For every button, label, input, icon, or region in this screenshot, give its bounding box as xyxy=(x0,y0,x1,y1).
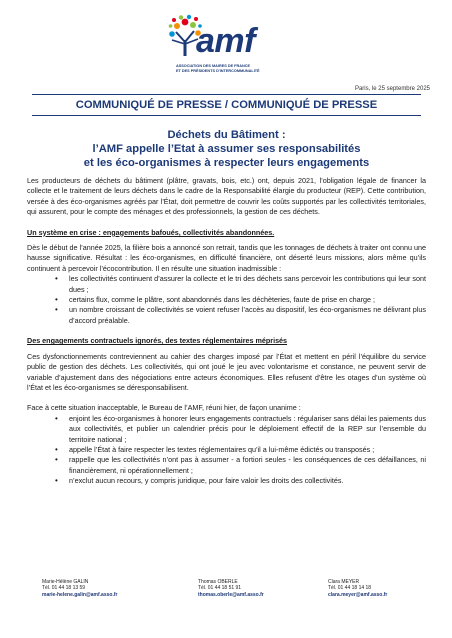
list-item xyxy=(57,445,426,455)
section-heading: Un système en crise : engagements bafoués, collectivités abandonnées. xyxy=(27,227,275,237)
release-date: Paris, le 25 septembre 2025 xyxy=(354,86,430,92)
bullet-icon: • xyxy=(55,455,58,465)
bullet-icon: • xyxy=(55,413,58,423)
list-item-text: n’exclut aucun recours, y compris juridique, pour faire valoir les droits des collectivités. xyxy=(69,476,344,486)
contact-email-link[interactable]: clara.meyer@amf.asso.fr xyxy=(328,591,388,598)
title-line: Déchets du Bâtiment : xyxy=(167,129,286,141)
contact-card xyxy=(198,579,264,598)
contact-phone: Tél. 01 44 18 51 91 xyxy=(198,585,242,592)
list-item-text: les collectivités continuent d’assurer la collecte et le tri des déchets sans percevoir les contributions qui leur sont dues ; xyxy=(69,274,426,294)
list-item-text: certains flux, comme le plâtre, sont abandonnés dans les déchèteries, faute de prise en charge ; xyxy=(69,295,376,305)
section-paragraph: Ces dysfonctionnements contreviennent au cahier des charges imposé par l’État et mettent en péril l’équilibre du service public de gestion des déchets. Les collectivités, qui ont joué le jeu avec volontarisme et constance, ne peuvent servir de variable d’ajustement dans des négociations entre acteurs économiques. Elles refusent d’être les otages d’un système où l’État et les éco-organismes se déresponsabilisent. xyxy=(27,351,426,392)
list-item xyxy=(57,455,426,476)
logo-subtitle-line: ASSOCIATION DES MAIRES DE FRANCE xyxy=(176,64,250,68)
list-item-text: rappelle que les collectivités n’ont pas à assumer - a fortiori seules - les conséquences de ces défaillances, ni financièrement, ni opérationnellement ; xyxy=(69,455,426,475)
bullet-icon: • xyxy=(55,476,58,486)
list-item-text: enjoint les éco-organismes à honorer leurs engagements contractuels : régulariser sans délai les paiements dus aux collectivités, et publier un calendrier précis pour le déploiement effectif de la REP sur l’ensemble du territoire national ; xyxy=(69,413,426,444)
contact-email-link[interactable]: marie-helene.galin@amf.asso.fr xyxy=(42,591,118,598)
contact-phone: Tél. 01 44 18 13 59 xyxy=(42,585,86,592)
intro-paragraph: Les producteurs de déchets du bâtiment (plâtre, gravats, bois, etc.) ont, depuis 2021, l’obligation légale de financer la collecte et le traitement de leurs déchets dans le cadre de la Responsabilité élargie du producteur (REP). Cette contribution, versée à des éco-organismes agréés par l’État, doit permettre de couvrir les coûts supportés par les collectivités territoriales, qui assurent, pour le compte des ménages et des professionnels, la gestion de ces déchets. xyxy=(27,176,426,217)
bullet-icon: • xyxy=(55,444,58,454)
section-heading: Des engagements contractuels ignorés, des textes réglementaires méprisés xyxy=(27,336,288,346)
bullet-icon: • xyxy=(55,274,58,284)
contact-email-link[interactable]: thomas.oberle@amf.asso.fr xyxy=(198,591,264,598)
list-item xyxy=(57,414,426,445)
contact-phone: Tél. 01 44 18 14 18 xyxy=(328,585,372,592)
list-item-text: appelle l’État à faire respecter les textes réglementaires qu’il a lui-même édictés ou transposés ; xyxy=(69,444,375,454)
logo-wordmark: amf xyxy=(196,22,255,60)
logo-subtitle-line: ET DES PRÉSIDENTS D'INTERCOMMUNALITÉ xyxy=(176,69,260,73)
page-title xyxy=(30,128,423,170)
banner-text: COMMUNIQUÉ DE PRESSE / COMMUNIQUÉ DE PRESSE xyxy=(75,99,378,111)
title-line: et les éco-organismes à respecter leurs engagements xyxy=(83,157,370,169)
list-item xyxy=(57,274,426,295)
list-item xyxy=(57,295,426,305)
list-item xyxy=(57,476,426,486)
amf-logo xyxy=(160,14,290,76)
list-item-text: un nombre croissant de collectivités se voient refuser l’accès au dispositif, les éco-organismes ne délivrant plus d’accord préalable. xyxy=(69,305,426,325)
contact-card xyxy=(42,579,117,598)
article-body xyxy=(27,176,426,487)
bullet-list xyxy=(57,414,426,487)
section-paragraph: Dès le début de l’année 2025, la filière bois a annoncé son retrait, tandis que les tonnages de déchets à traiter ont connu une hausse significative. Résultat : les éco-organismes, en difficulté financière, ont déserté leurs missions, alors même qu’ils continuent à percevoir l’écocontribution. Il en résulte une situation inadmissible : xyxy=(27,243,426,273)
contact-name: Thomas OBERLE xyxy=(198,579,238,585)
contact-card xyxy=(328,579,387,598)
list-item xyxy=(57,305,426,326)
bullet-icon: • xyxy=(55,295,58,305)
logo-subtitle xyxy=(176,64,296,74)
contact-name: Clara MEYER xyxy=(328,579,360,585)
bullet-icon: • xyxy=(55,305,58,315)
title-line: l’AMF appelle l’Etat à assumer ses responsabilités xyxy=(92,143,361,155)
contact-name: Marie-Hélène GALIN xyxy=(42,579,89,585)
section-paragraph: Face à cette situation inacceptable, le Bureau de l’AMF, réuni hier, de façon unanime : xyxy=(27,403,301,413)
bullet-list xyxy=(57,274,426,326)
press-release-banner xyxy=(32,94,421,116)
